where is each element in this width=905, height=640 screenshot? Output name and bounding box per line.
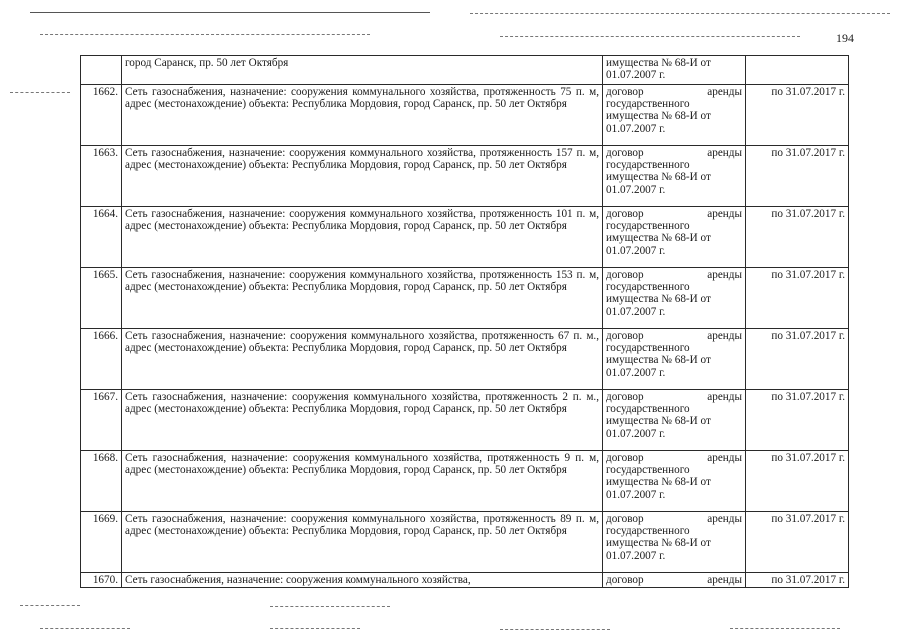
table-row <box>81 573 849 588</box>
lease-basis <box>603 451 746 512</box>
lease-basis-word: договор <box>606 86 644 98</box>
scan-artifact <box>10 92 70 94</box>
lease-basis-word: договор <box>606 574 644 586</box>
row-number: 1669. <box>81 512 122 573</box>
row-number: 1663. <box>81 146 122 207</box>
lease-basis-word: аренды <box>707 391 742 403</box>
object-description: Сеть газоснабжения, назначение: сооружения коммунального хозяйства, протяженность 2 п. м., адрес (местонахождение) объекта: Республика Мордовия, город Саранск, пр. 50 лет Октября <box>122 390 603 451</box>
page-number: 194 <box>836 31 854 45</box>
row-number <box>81 56 122 85</box>
lease-basis <box>603 85 746 146</box>
object-description: Сеть газоснабжения, назначение: сооружения коммунального хозяйства, протяженность 153 п. м, адрес (местонахождение) объекта: Республика Мордовия, город Саранск, пр. 50 лет Октября <box>122 268 603 329</box>
lease-basis-word: аренды <box>707 147 742 159</box>
table-row <box>81 512 849 573</box>
object-description: Сеть газоснабжения, назначение: сооружения коммунального хозяйства, протяженность 75 п. м, адрес (местонахождение) объекта: Республика Мордовия, город Саранск, пр. 50 лет Октября <box>122 85 603 146</box>
table-row <box>81 268 849 329</box>
lease-basis-rest: государственного имущества № 68-И от 01.07.2007 г. <box>606 220 711 257</box>
lease-term: по 31.07.2017 г. <box>746 268 849 329</box>
lease-basis-rest: государственного имущества № 68-И от 01.07.2007 г. <box>606 281 711 318</box>
table-row <box>81 85 849 146</box>
row-number: 1666. <box>81 329 122 390</box>
lease-basis-word: аренды <box>707 330 742 342</box>
lease-basis-word: договор <box>606 330 644 342</box>
lease-basis-first-line <box>606 208 742 220</box>
scan-artifact <box>30 12 430 13</box>
lease-basis-first-line <box>606 269 742 281</box>
row-number: 1664. <box>81 207 122 268</box>
scan-artifact <box>470 13 890 15</box>
lease-basis-word: аренды <box>707 86 742 98</box>
lease-term <box>746 56 849 85</box>
table-row <box>81 56 849 85</box>
object-description: Сеть газоснабжения, назначение: сооружения коммунального хозяйства, протяженность 67 п. м., адрес (местонахождение) объекта: Республика Мордовия, город Саранск, пр. 50 лет Октября <box>122 329 603 390</box>
object-description: Сеть газоснабжения, назначение: сооружения коммунального хозяйства, протяженность 9 п. м, адрес (местонахождение) объекта: Республика Мордовия, город Саранск, пр. 50 лет Октября <box>122 451 603 512</box>
lease-basis-word: аренды <box>707 269 742 281</box>
lease-term: по 31.07.2017 г. <box>746 451 849 512</box>
scan-artifact <box>40 34 370 36</box>
lease-term: по 31.07.2017 г. <box>746 85 849 146</box>
lease-basis-first-line <box>606 574 742 586</box>
lease-basis-first-line <box>606 513 742 525</box>
lease-term: по 31.07.2017 г. <box>746 390 849 451</box>
lease-basis-rest: имущества № 68-И от 01.07.2007 г. <box>606 57 711 82</box>
lease-term: по 31.07.2017 г. <box>746 512 849 573</box>
lease-basis <box>603 573 746 588</box>
lease-term: по 31.07.2017 г. <box>746 329 849 390</box>
table-row <box>81 329 849 390</box>
scan-artifact <box>270 606 390 608</box>
object-description: Сеть газоснабжения, назначение: сооружения коммунального хозяйства, протяженность 157 п. м, адрес (местонахождение) объекта: Республика Мордовия, город Саранск, пр. 50 лет Октября <box>122 146 603 207</box>
lease-basis <box>603 268 746 329</box>
lease-basis-word: договор <box>606 269 644 281</box>
lease-basis-word: аренды <box>707 574 742 586</box>
object-description: Сеть газоснабжения, назначение: сооружения коммунального хозяйства, протяженность 101 п. м, адрес (местонахождение) объекта: Республика Мордовия, город Саранск, пр. 50 лет Октября <box>122 207 603 268</box>
row-number: 1662. <box>81 85 122 146</box>
lease-basis-word: договор <box>606 513 644 525</box>
lease-basis <box>603 56 746 85</box>
scan-artifact <box>270 628 360 630</box>
scan-artifact <box>40 628 130 630</box>
lease-basis-rest: государственного имущества № 68-И от 01.07.2007 г. <box>606 464 711 501</box>
table-row <box>81 451 849 512</box>
lease-basis-word: аренды <box>707 452 742 464</box>
lease-basis <box>603 146 746 207</box>
lease-basis-rest: государственного имущества № 68-И от 01.07.2007 г. <box>606 159 711 196</box>
lease-basis-first-line <box>606 452 742 464</box>
row-number: 1668. <box>81 451 122 512</box>
table-row <box>81 207 849 268</box>
scan-artifact <box>500 629 610 631</box>
row-number: 1665. <box>81 268 122 329</box>
scan-artifact <box>20 605 80 607</box>
lease-basis-first-line <box>606 147 742 159</box>
lease-term: по 31.07.2017 г. <box>746 146 849 207</box>
object-description: Сеть газоснабжения, назначение: сооружения коммунального хозяйства, <box>122 573 603 588</box>
object-description: город Саранск, пр. 50 лет Октября <box>122 56 603 85</box>
lease-basis-word: договор <box>606 452 644 464</box>
scan-artifact <box>730 628 840 630</box>
lease-basis <box>603 207 746 268</box>
lease-basis-word: аренды <box>707 208 742 220</box>
row-number: 1670. <box>81 573 122 588</box>
object-description: Сеть газоснабжения, назначение: сооружения коммунального хозяйства, протяженность 89 п. м, адрес (местонахождение) объекта: Республика Мордовия, город Саранск, пр. 50 лет Октября <box>122 512 603 573</box>
row-number: 1667. <box>81 390 122 451</box>
scan-artifact <box>500 36 800 38</box>
lease-basis-word: договор <box>606 391 644 403</box>
table-body <box>81 56 849 588</box>
lease-term: по 31.07.2017 г. <box>746 573 849 588</box>
lease-basis <box>603 512 746 573</box>
lease-basis-rest: государственного имущества № 68-И от 01.07.2007 г. <box>606 98 711 135</box>
lease-basis <box>603 390 746 451</box>
table-row <box>81 146 849 207</box>
lease-basis-word: договор <box>606 208 644 220</box>
lease-basis-rest: государственного имущества № 68-И от 01.07.2007 г. <box>606 525 711 562</box>
lease-basis-word: аренды <box>707 513 742 525</box>
lease-basis-word: договор <box>606 147 644 159</box>
lease-basis-first-line <box>606 330 742 342</box>
lease-term: по 31.07.2017 г. <box>746 207 849 268</box>
lease-basis-rest: государственного имущества № 68-И от 01.07.2007 г. <box>606 403 711 440</box>
lease-basis <box>603 329 746 390</box>
property-register-table <box>80 55 849 588</box>
lease-basis-first-line <box>606 391 742 403</box>
lease-basis-first-line <box>606 86 742 98</box>
lease-basis-rest: государственного имущества № 68-И от 01.07.2007 г. <box>606 342 711 379</box>
table-row <box>81 390 849 451</box>
